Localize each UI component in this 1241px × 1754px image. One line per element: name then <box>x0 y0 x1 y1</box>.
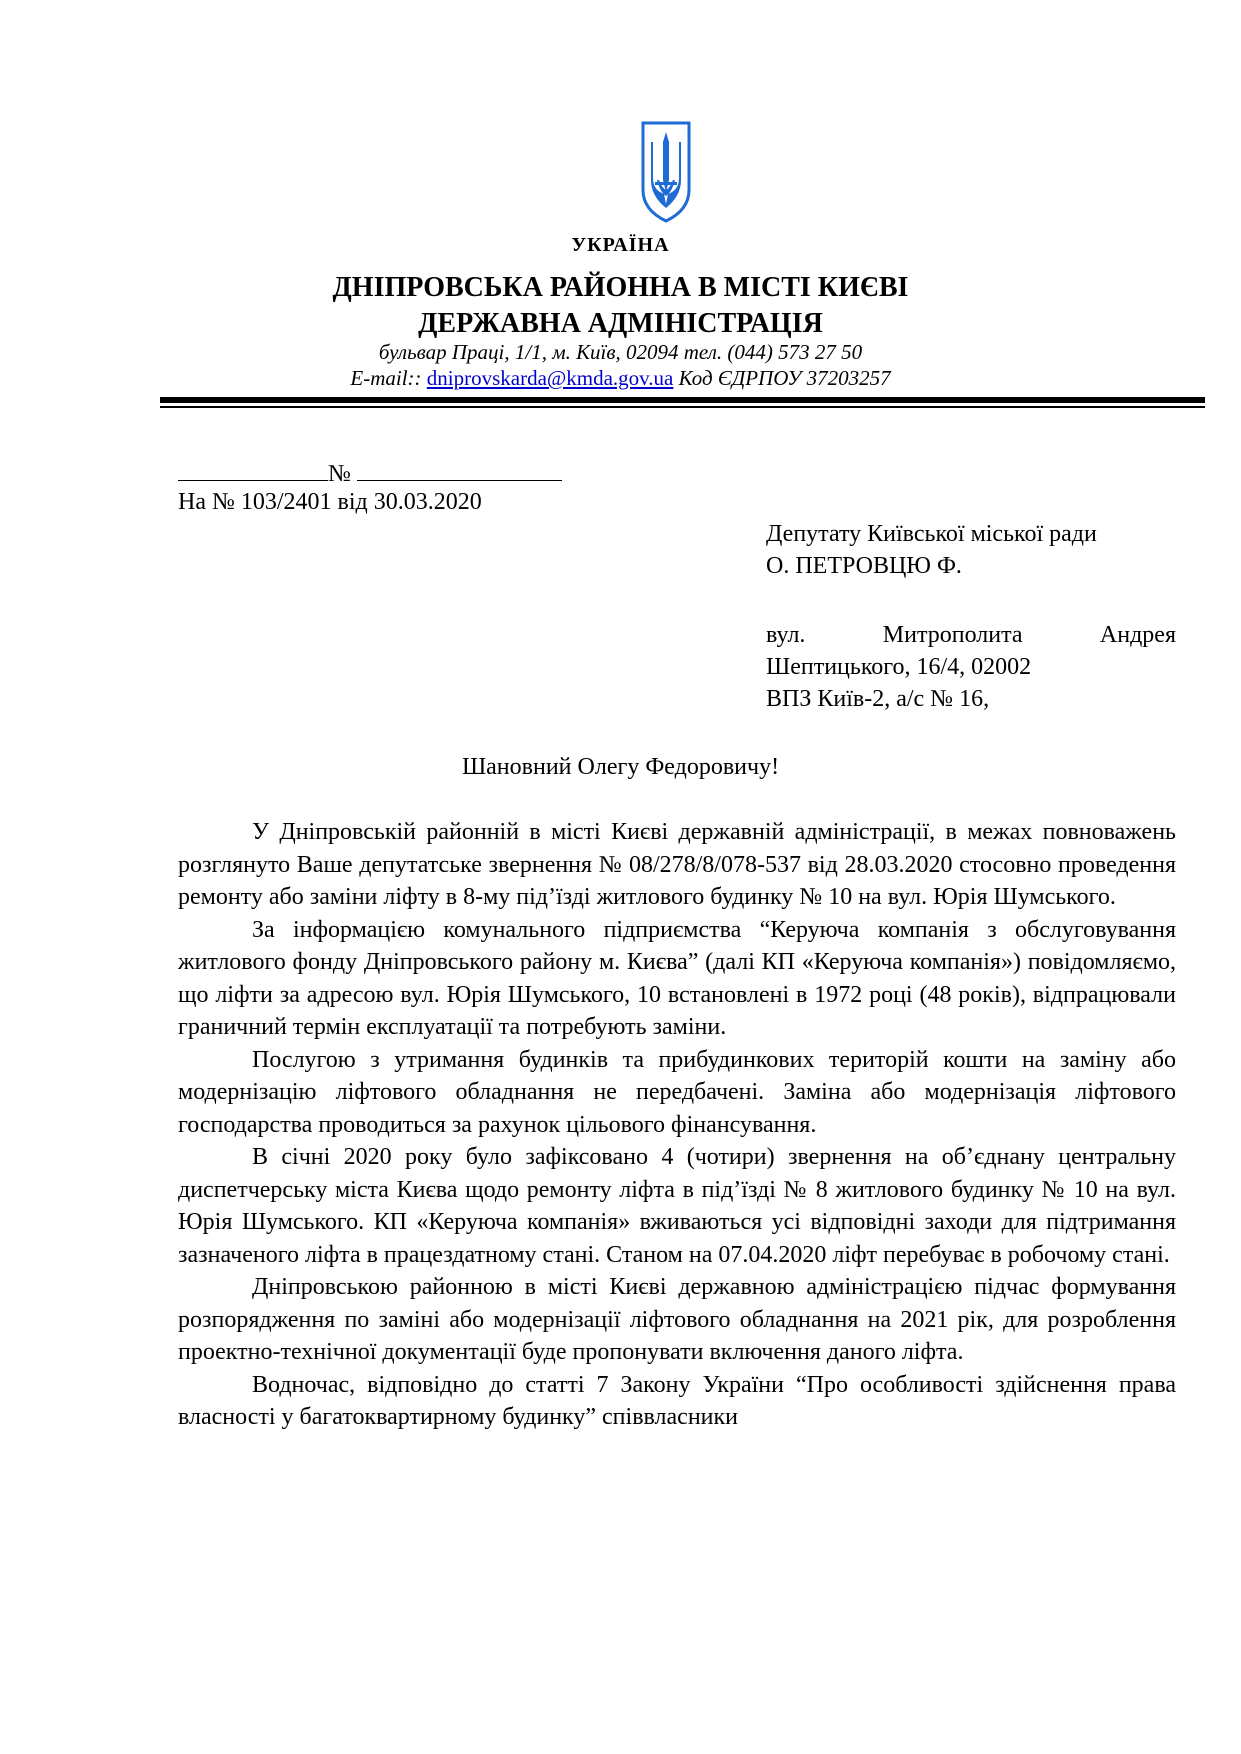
recipient-name: О. ПЕТРОВЦЮ Ф. <box>766 553 962 579</box>
body-paragraph: Водночас, відповідно до статті 7 Закону України “Про особливості здійснення права власності у багатоквартирному будинку” співвласники <box>178 1371 1176 1430</box>
email-link[interactable]: dniprovskarda@kmda.gov.ua <box>426 366 674 390</box>
body-paragraph: Послугою з утримання будинків та прибудинкових територій кошти на заміну або модернізацію ліфтового обладнання не передбачені. Заміна або модернізація ліфтового господарства проводиться за рахунок цільового фінансування. <box>178 1046 1176 1138</box>
recipient-address-line2: Шептицького, 16/4, 02002 <box>766 654 1032 680</box>
body-paragraph: За інформацією комунального підприємства “Керуюча компанія з обслуговування житлового фонду Дніпровського району м. Києва” (далі КП «Керуюча компанія») повідомляємо, що ліфти за адресою вул. Юрія Шумського, 10 встановлені в 1972 році (48 років), відпрацювали граничний термін експлуатації та потребують заміни. <box>178 916 1176 1040</box>
org-contacts <box>0 366 1241 391</box>
recipient-address <box>766 619 1176 715</box>
email-label: E-mail:: <box>350 366 422 390</box>
recipient-address-line1: вул. Митрополита Андрея <box>766 622 1176 648</box>
org-address: бульвар Праці, 1/1, м. Київ, 02094 тел. (044) 573 27 50 <box>378 340 863 364</box>
recipient-title: Депутату Київської міської ради <box>766 521 1097 547</box>
number-sign: № <box>328 461 351 487</box>
edrpou-code: Код ЄДРПОУ 37203257 <box>678 366 891 390</box>
recipient-address-line3: ВПЗ Київ-2, а/с № 16, <box>766 686 990 712</box>
reference-line: На № 103/2401 від 30.03.2020 <box>178 489 482 515</box>
number-blank <box>357 458 562 481</box>
salutation: Шановний Олегу Федоровичу! <box>461 754 780 780</box>
header-divider-thick <box>160 397 1205 403</box>
recipient-block <box>766 518 1176 582</box>
date-blank <box>178 458 328 481</box>
header-divider-thin <box>160 406 1205 408</box>
body-paragraph: У Дніпровській районній в місті Києві державній адміністрації, в межах повноважень розглянуто Ваше депутатське звернення № 08/278/8/078-537 від 28.03.2020 стосовно проведення ремонту або заміни ліфту в 8-му під’їзді житлового будинку № 10 на вул. Юрія Шумського. <box>178 819 1176 910</box>
body-paragraph: Дніпровською районною в місті Києві державною адміністрацією підчас формування розпорядження по заміні або модернізації ліфтового обладнання на 2021 рік, для розроблення проектно-технічної документації буде пропонувати включення даного ліфта. <box>178 1274 1176 1365</box>
body-paragraph: В січні 2020 року було зафіксовано 4 (чотири) звернення на об’єднану центральну диспетчерську міста Києва щодо ремонту ліфта в під’їзді № 8 житлового будинку № 10 на вул. Юрія Шумського. КП «Керуюча компанія» вживаються усі відповідні заходи для підтримання зазначеного ліфта в працездатному стані. Станом на 07.04.2020 ліфт перебуває в робочому стані. <box>178 1144 1176 1268</box>
org-name-line1: ДНІПРОВСЬКА РАЙОННА В МІСТІ КИЄВІ <box>332 272 909 303</box>
org-name-line2: ДЕРЖАВНА АДМІНІСТРАЦІЯ <box>418 308 823 339</box>
trident-coat-of-arms-icon <box>640 120 692 224</box>
country-name: УКРАЇНА <box>571 234 670 256</box>
letter-body <box>178 816 1176 1434</box>
outgoing-number-line <box>178 458 562 488</box>
